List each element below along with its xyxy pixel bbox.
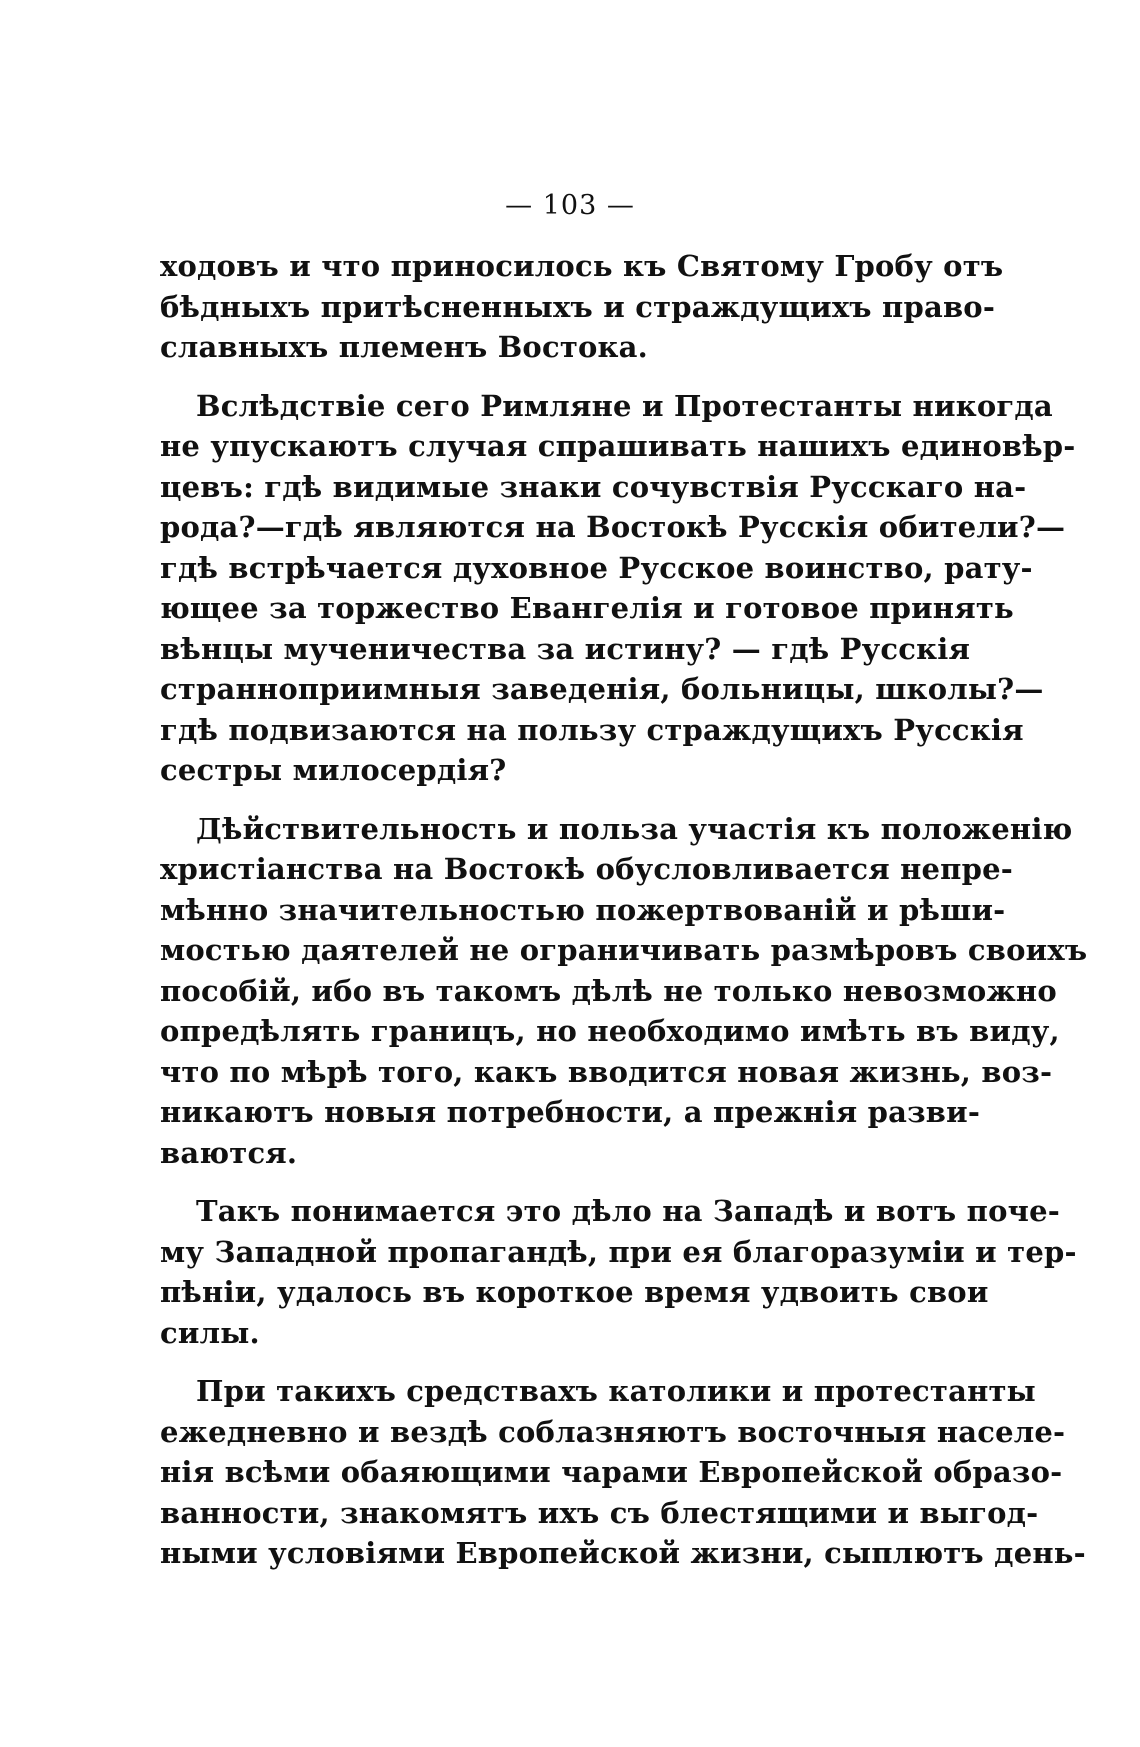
paragraph-3 xyxy=(160,809,1088,1174)
paragraph-1 xyxy=(160,246,1004,368)
paragraph-2 xyxy=(160,386,1076,791)
text-line: При такихъ средствахъ католики и протестанты xyxy=(196,1374,1036,1408)
text-line: сестры милосердія? xyxy=(160,753,507,787)
text-line: мостью даятелей не ограничивать размѣровъ своихъ xyxy=(160,933,1088,967)
text-line: вѣнцы мученичества за истину? — гдѣ Русскія xyxy=(160,631,971,666)
text-line: не упускаютъ случая спрашивать нашихъ единовѣр- xyxy=(160,429,1076,463)
page-number: — 103 — xyxy=(505,190,635,221)
text-line: ваются. xyxy=(160,1135,298,1170)
text-line: Дѣйствительность и польза участія къ положенію xyxy=(196,811,1073,846)
text-line: ющее за торжество Евангелія и готовое принять xyxy=(160,591,1014,625)
text-line: бѣдныхъ притѣсненныхъ и страждущихъ право- xyxy=(160,289,996,324)
text-line: Вслѣдствіе сего Римляне и Протестанты никогда xyxy=(196,388,1053,423)
text-line: мѣнно значительностью пожертвованій и рѣши- xyxy=(160,892,1006,927)
text-line: что по мѣрѣ того, какъ вводится новая жизнь, воз- xyxy=(160,1054,1053,1089)
text-line: пособій, ибо въ такомъ дѣлѣ не только невозможно xyxy=(160,973,1057,1008)
text-line: опредѣлять границъ, но необходимо имѣть въ виду, xyxy=(160,1014,1060,1048)
text-line: нія всѣми обаяющими чарами Европейской образо- xyxy=(160,1455,1063,1489)
text-line: силы. xyxy=(160,1315,260,1350)
text-line: му Западной пропагандѣ, при ея благоразуміи и тер- xyxy=(160,1234,1077,1269)
text-line: христіанства на Востокѣ обусловливается непре- xyxy=(160,852,1013,886)
text-line: пѣніи, удалось въ короткое время удвоить свои xyxy=(160,1275,989,1309)
text-line: Такъ понимается это дѣло на Западѣ и вотъ поче- xyxy=(196,1194,1060,1228)
text-line: странноприимныя заведенія, больницы, школы?— xyxy=(160,672,1044,706)
body-text xyxy=(160,246,1088,1574)
text-line: цевъ: гдѣ видимые знаки сочувствія Русскаго на- xyxy=(160,469,1027,504)
text-line: ными условіями Европейской жизни, сыплютъ день- xyxy=(160,1536,1086,1570)
text-line: ежедневно и вездѣ соблазняютъ восточныя населе- xyxy=(160,1414,1066,1449)
text-line: ванности, знакомятъ ихъ съ блестящими и выгод- xyxy=(160,1495,1039,1530)
text-line: гдѣ подвизаются на пользу страждущихъ Русскія xyxy=(160,712,1024,747)
text-line: никаютъ новыя потребности, а прежнія разви- xyxy=(160,1095,981,1129)
text-line: ходовъ и что приносилось къ Святому Гробу отъ xyxy=(160,249,1004,283)
paragraph-5 xyxy=(160,1371,1086,1574)
text-line: гдѣ встрѣчается духовное Русское воинство, рату- xyxy=(160,550,1033,585)
text-line: славныхъ племенъ Востока. xyxy=(160,330,648,364)
text-line: рода?—гдѣ являются на Востокѣ Русскія обители?— xyxy=(160,510,1066,544)
paragraph-4 xyxy=(160,1191,1077,1353)
